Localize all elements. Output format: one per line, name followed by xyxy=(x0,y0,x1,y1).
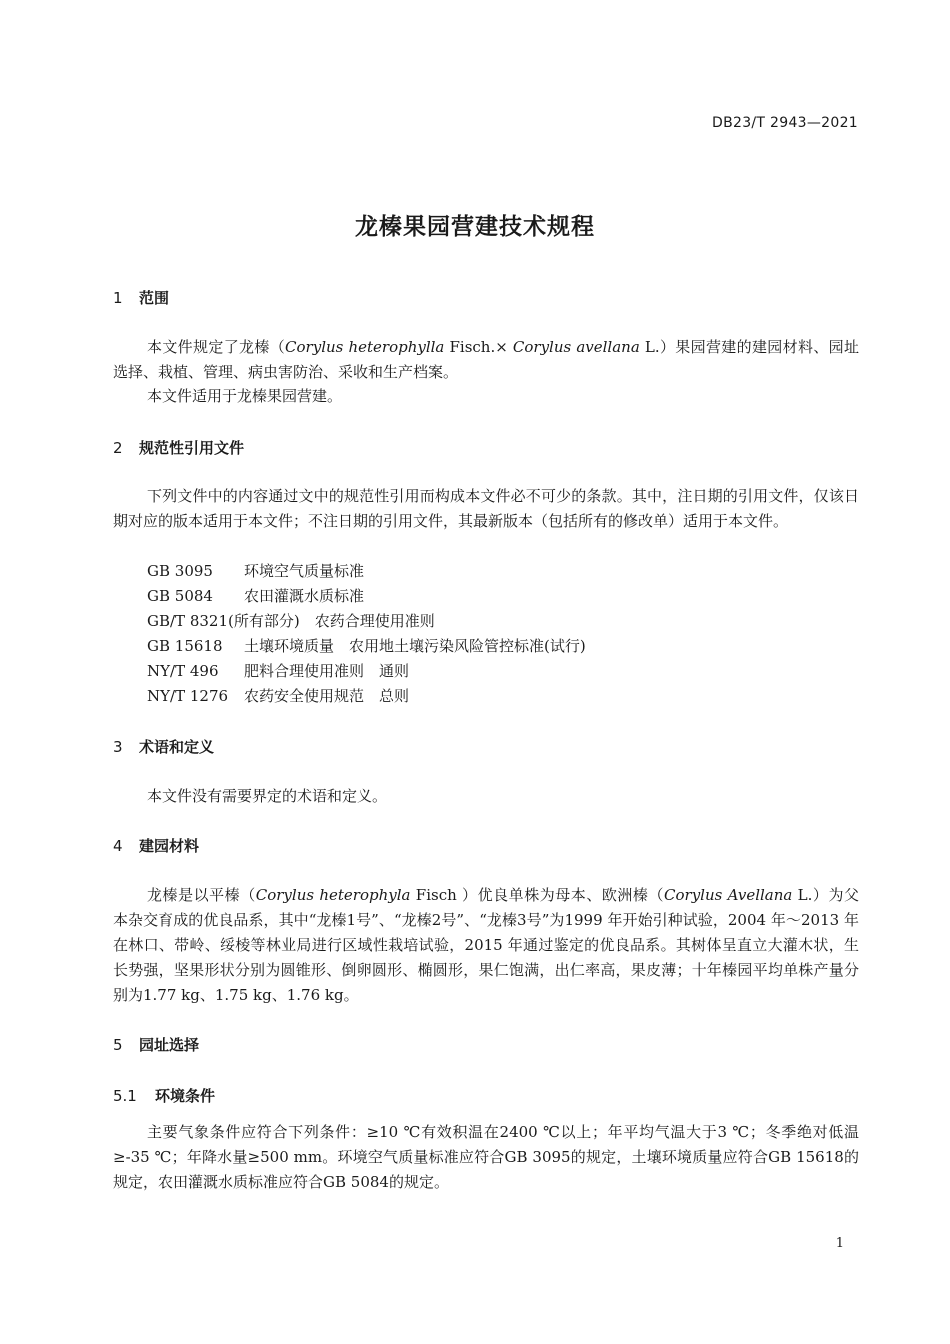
section-2-paragraph-1: 下列文件中的内容通过文中的规范性引用而构成本文件必不可少的条款。其中，注日期的引用文件，仅该日期对应的版本适用于本文件；不注日期的引用文件，其最新版本（包括所有的修改单）适用于本文件。 xyxy=(113,487,859,530)
latin-name: Corylus Avellana xyxy=(664,886,793,904)
reference-item xyxy=(147,609,435,634)
section-3-paragraph-1: 本文件没有需要界定的术语和定义。 xyxy=(147,787,388,805)
reference-code: GB 5084 xyxy=(147,587,213,605)
latin-name: Corylus heterophyla xyxy=(255,886,411,904)
section-title: 规范性引用文件 xyxy=(139,439,245,457)
reference-code: GB/T 8321(所有部分) xyxy=(147,612,300,630)
subsection-number: 5.1 xyxy=(113,1087,137,1105)
section-3-heading xyxy=(113,736,214,757)
standard-code: DB23/T 2943—2021 xyxy=(712,115,858,131)
section-title: 园址选择 xyxy=(139,1036,200,1054)
section-number: 5 xyxy=(113,1036,123,1054)
reference-name: 农药合理使用准则 xyxy=(314,612,435,630)
page-number: 1 xyxy=(835,1236,844,1251)
section-2-heading xyxy=(113,437,244,458)
section-number: 1 xyxy=(113,289,123,307)
section-title: 范围 xyxy=(139,289,170,307)
reference-code: GB 3095 xyxy=(147,562,213,580)
reference-code: NY/T 1276 xyxy=(147,687,229,705)
section-title: 建园材料 xyxy=(139,837,200,855)
reference-item xyxy=(147,684,409,709)
reference-name: 土壤环境质量 农用地土壤污染风险管控标准(试行) xyxy=(244,637,586,655)
reference-name: 环境空气质量标准 xyxy=(244,562,365,580)
reference-item xyxy=(147,559,364,584)
reference-item xyxy=(147,584,364,609)
subsection-5-1-heading xyxy=(113,1085,215,1106)
section-1-paragraph-1: 本文件规定了龙榛（Corylus heterophylla Fisch.× Corylus avellana L.）果园营建的建园材料、园址选择、栽植、管理、病虫害防治、采收和生产档案。 xyxy=(113,338,859,381)
section-number: 2 xyxy=(113,439,123,457)
section-5-heading xyxy=(113,1034,199,1055)
reference-name: 农田灌溉水质标准 xyxy=(244,587,365,605)
reference-item xyxy=(147,659,409,684)
latin-name: Corylus heterophylla xyxy=(285,338,445,356)
reference-code: NY/T 496 xyxy=(147,662,219,680)
section-1-heading xyxy=(113,287,169,308)
subsection-title: 环境条件 xyxy=(155,1087,216,1105)
latin-name: Corylus avellana xyxy=(512,338,640,356)
reference-code: GB 15618 xyxy=(147,637,223,655)
reference-item xyxy=(147,634,586,659)
document-title: 龙榛果园营建技术规程 xyxy=(355,214,595,240)
reference-name: 肥料合理使用准则 通则 xyxy=(244,662,410,680)
section-4-paragraph-1: 龙榛是以平榛（Corylus heterophyla Fisch ）优良单株为母本、欧洲榛（Corylus Avellana L.）为父本杂交育成的优良品系，其中“龙榛1号”、“龙榛2号”、“龙榛3号”为1999 年开始引种试验，2004 年～2013 年在林口、带岭、绥棱等林业局进行区域性栽培试验，2015 年通过鉴定的优良品系。其树体呈直立大灌木状，生长势强，坚果形状分别为圆锥形、倒卵圆形、椭圆形，果仁饱满，出仁率高，果皮薄；十年榛园平均单株产量分别为1.77 kg、1.75 kg、1.76 kg。 xyxy=(113,886,859,1004)
subsection-5-1-paragraph-1: 主要气象条件应符合下列条件：≥10 ℃有效积温在2400 ℃以上；年平均气温大于3 ℃；冬季绝对低温≥-35 ℃；年降水量≥500 mm。环境空气质量标准应符合GB 3095的规定，土壤环境质量应符合GB 15618的规定，农田灌溉水质标准应符合GB 5084的规定。 xyxy=(113,1123,859,1191)
section-title: 术语和定义 xyxy=(139,738,215,756)
section-1-paragraph-2: 本文件适用于龙榛果园营建。 xyxy=(147,387,343,405)
section-number: 3 xyxy=(113,738,123,756)
reference-name: 农药安全使用规范 总则 xyxy=(244,687,410,705)
section-number: 4 xyxy=(113,837,123,855)
section-4-heading xyxy=(113,835,199,856)
